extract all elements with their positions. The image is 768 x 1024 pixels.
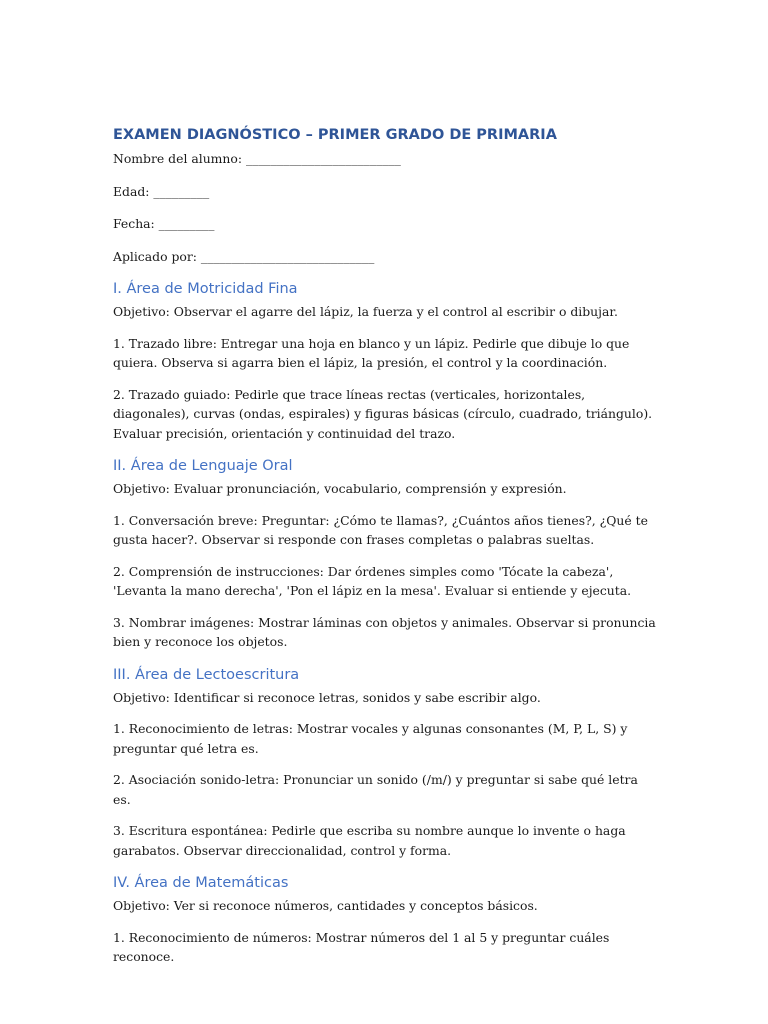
applied-by-field: Aplicado por: ____________________________ bbox=[113, 248, 375, 264]
section-objective: Objetivo: Ver si reconoce números, cantidades y conceptos básicos. bbox=[113, 898, 538, 913]
student-name-field: Nombre del alumno: _________________________ bbox=[113, 151, 401, 166]
section-objective: Objetivo: Identificar si reconoce letras, sonidos y sabe escribir algo. bbox=[113, 689, 541, 705]
section-item: 3. Escritura espontánea: Pedirle que escriba su nombre aunque lo invente o haga garabatos. Observar direccionalidad, control y forma. bbox=[113, 823, 626, 858]
date-field: Fecha: _________ bbox=[113, 216, 215, 231]
section-item: 1. Reconocimiento de letras: Mostrar vocales y algunas consonantes (M, P, L, S) y preguntar qué letra es. bbox=[113, 721, 628, 756]
age-field: Edad: _________ bbox=[113, 183, 210, 199]
section-heading: III. Área de Lectoescritura bbox=[113, 666, 300, 683]
section-math bbox=[113, 872, 658, 967]
section-heading: II. Área de Lenguaje Oral bbox=[113, 458, 293, 474]
section-fine-motor bbox=[113, 278, 658, 443]
document-page bbox=[113, 124, 658, 979]
section-objective: Objetivo: Observar el agarre del lápiz, la fuerza y el control al escribir o dibujar. bbox=[113, 304, 618, 319]
document-title: EXAMEN DIAGNÓSTICO – PRIMER GRADO DE PRIMARIA bbox=[113, 127, 557, 143]
section-objective: Objetivo: Evaluar pronunciación, vocabulario, comprensión y expresión. bbox=[113, 481, 567, 496]
section-item: 1. Trazado libre: Entregar una hoja en blanco y un lápiz. Pedirle que dibuje lo que quiera. Observa si agarra bien el lápiz, la presión, el control y la coordinación. bbox=[113, 335, 630, 370]
section-literacy bbox=[113, 664, 658, 861]
section-item: 3. Nombrar imágenes: Mostrar láminas con objetos y animales. Observar si pronuncia bien y reconoce los objetos. bbox=[113, 614, 656, 649]
section-item: 2. Asociación sonido-letra: Pronunciar un sonido (/m/) y preguntar si sabe qué letra es. bbox=[113, 772, 638, 807]
section-oral-language bbox=[113, 455, 658, 652]
section-item: 2. Comprensión de instrucciones: Dar órdenes simples como 'Tócate la cabeza', 'Levanta la mano derecha', 'Pon el lápiz en la mesa'. Evaluar si entiende y ejecuta. bbox=[113, 563, 632, 598]
section-heading: IV. Área de Matemáticas bbox=[113, 875, 289, 891]
section-item: 1. Conversación breve: Preguntar: ¿Cómo te llamas?, ¿Cuántos años tienes?, ¿Qué te gusta hacer?. Observar si responde con frases completas o palabras sueltas. bbox=[113, 512, 648, 547]
section-heading: I. Área de Motricidad Fina bbox=[113, 281, 298, 297]
section-item: 1. Reconocimiento de números: Mostrar números del 1 al 5 y preguntar cuáles reconoce. bbox=[113, 929, 610, 964]
section-item: 2. Trazado guiado: Pedirle que trace líneas rectas (verticales, horizontales, diagonales), curvas (ondas, espirales) y figuras básicas (círculo, cuadrado, triángulo). Evaluar precisión, orientación y continuidad del trazo. bbox=[113, 386, 653, 441]
